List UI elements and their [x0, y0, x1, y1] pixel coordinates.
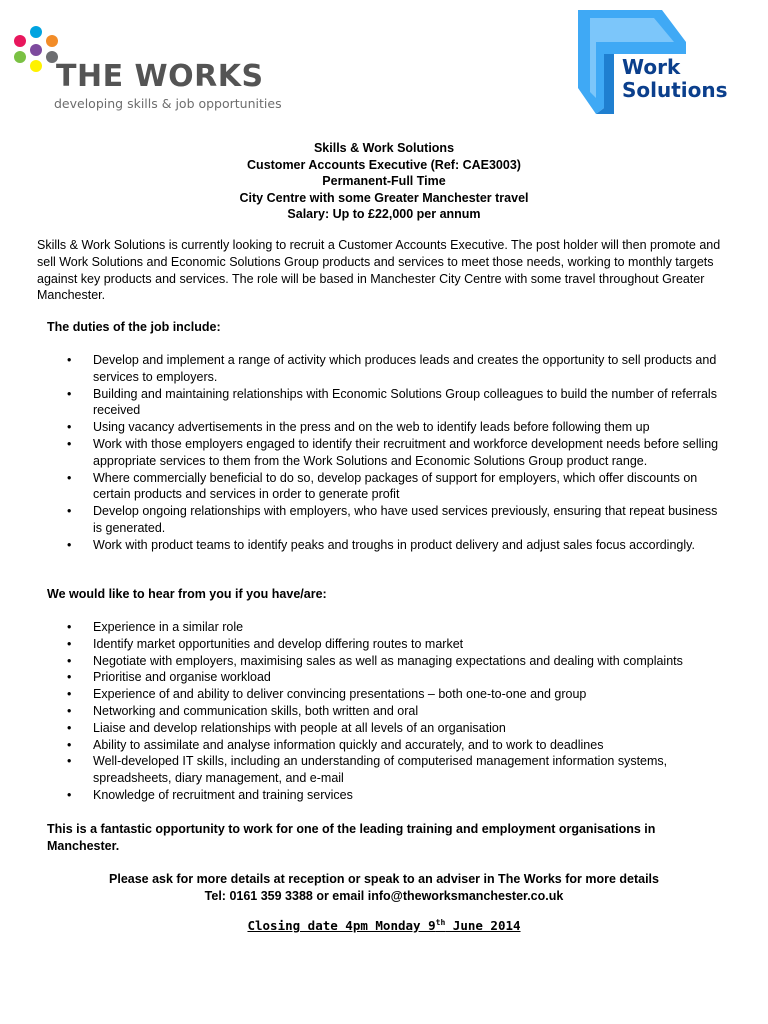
list-item: • Ability to assimilate and analyse information quickly and accurately, and to work to deadlines [67, 737, 604, 752]
bullet-icon: • [67, 737, 72, 752]
bullet-icon: • [67, 420, 72, 435]
contact-block [0, 871, 768, 904]
bullet-icon: • [67, 787, 72, 802]
header-role: Customer Accounts Executive (Ref: CAE3003) [247, 157, 521, 172]
list-item: • Networking and communication skills, both written and oral [67, 703, 419, 718]
bullet-icon: • [67, 537, 72, 552]
work-solutions-line2: Solutions [622, 78, 728, 102]
closing-date: Closing date 4pm Monday 9th June 2014 [247, 918, 521, 934]
bullet-icon: • [67, 653, 72, 668]
list-item: • Using vacancy advertisements in the press and on the web to identify leads before following them up [67, 420, 650, 435]
the-works-logo [12, 24, 282, 114]
job-header [0, 140, 768, 223]
closing-paragraph: This is a fantastic opportunity to work for one of the leading training and employment organisations in Manchester. [47, 822, 656, 853]
bullet-icon: • [67, 620, 72, 634]
list-item: • Develop and implement a range of activity which produces leads and creates the opportunity to sell products and services to employers. [67, 353, 717, 384]
the-works-tagline: developing skills & job opportunities [54, 96, 282, 111]
list-item: • Where commercially beneficial to do so, develop packages of support for employers, which offer discounts on certain products and services in order to generate profit [67, 470, 698, 502]
duties-list [47, 352, 727, 554]
colour-dots-icon [12, 24, 62, 74]
bullet-icon: • [67, 754, 72, 769]
bullet-icon: • [67, 436, 72, 451]
requirements-list [47, 619, 727, 804]
work-solutions-line1: Work [622, 55, 681, 79]
list-item: • Develop ongoing relationships with employers, who have used services previously, ensuring that repeat business is generated. [67, 504, 718, 535]
list-item: • Experience of and ability to deliver convincing presentations – both one-to-one and group [67, 687, 587, 702]
requirements-heading: We would like to hear from you if you have/are: [47, 587, 327, 601]
bullet-icon: • [67, 720, 72, 735]
bullet-icon: • [67, 386, 72, 401]
bullet-icon: • [67, 470, 72, 485]
list-item: • Knowledge of recruitment and training services [67, 787, 353, 802]
contact-line1: Please ask for more details at reception or speak to an adviser in The Works for more details [109, 872, 659, 886]
list-item: • Building and maintaining relationships with Economic Solutions Group colleagues to build the number of referrals received [67, 386, 717, 418]
list-item: • Well-developed IT skills, including an understanding of computerised management information systems, spreadsheets, diary management, and e-mail [67, 754, 668, 786]
bullet-icon: • [67, 504, 72, 519]
header-salary: Salary: Up to £22,000 per annum [287, 207, 481, 221]
intro-paragraph: Skills & Work Solutions is currently looking to recruit a Customer Accounts Executive. The post holder will then promote and sell Work Solutions and Economic Solutions Group products and services to meet those needs, working to monthly targets against key products and services. The role will be based in Manchester City Centre with some travel throughout Greater Manchester. [37, 238, 721, 303]
header-contract: Permanent-Full Time [322, 174, 446, 188]
list-item: • Identify market opportunities and develop differing routes to market [67, 636, 464, 651]
header-org: Skills & Work Solutions [313, 141, 455, 155]
list-item: • Liaise and develop relationships with people at all levels of an organisation [67, 720, 506, 735]
contact-line2: Tel: 0161 359 3388 or email info@theworksmanchester.co.uk [204, 888, 564, 903]
work-solutions-logo [574, 8, 754, 118]
bullet-icon: • [67, 670, 72, 685]
bullet-icon: • [67, 353, 72, 367]
list-item: • Work with those employers engaged to identify their recruitment and workforce development needs before selling appropriate services to them from the Work Solutions and Economic Solutions Group product range. [67, 436, 719, 468]
header-location: City Centre with some Greater Manchester travel [239, 190, 529, 205]
bullet-icon: • [67, 636, 72, 651]
list-item: • Negotiate with employers, maximising sales as well as managing expectations and dealing with complaints [67, 653, 683, 668]
work-solutions-wordmark [622, 56, 728, 102]
the-works-wordmark: THE WORKS [56, 59, 264, 94]
list-item: • Prioritise and organise workload [67, 670, 271, 685]
list-item: • Work with product teams to identify peaks and troughs in product delivery and adjust sales focus accordingly. [67, 537, 695, 552]
bullet-icon: • [67, 703, 72, 718]
list-item: • Experience in a similar role [67, 620, 244, 634]
duties-heading: The duties of the job include: [47, 320, 221, 334]
bullet-icon: • [67, 687, 72, 702]
